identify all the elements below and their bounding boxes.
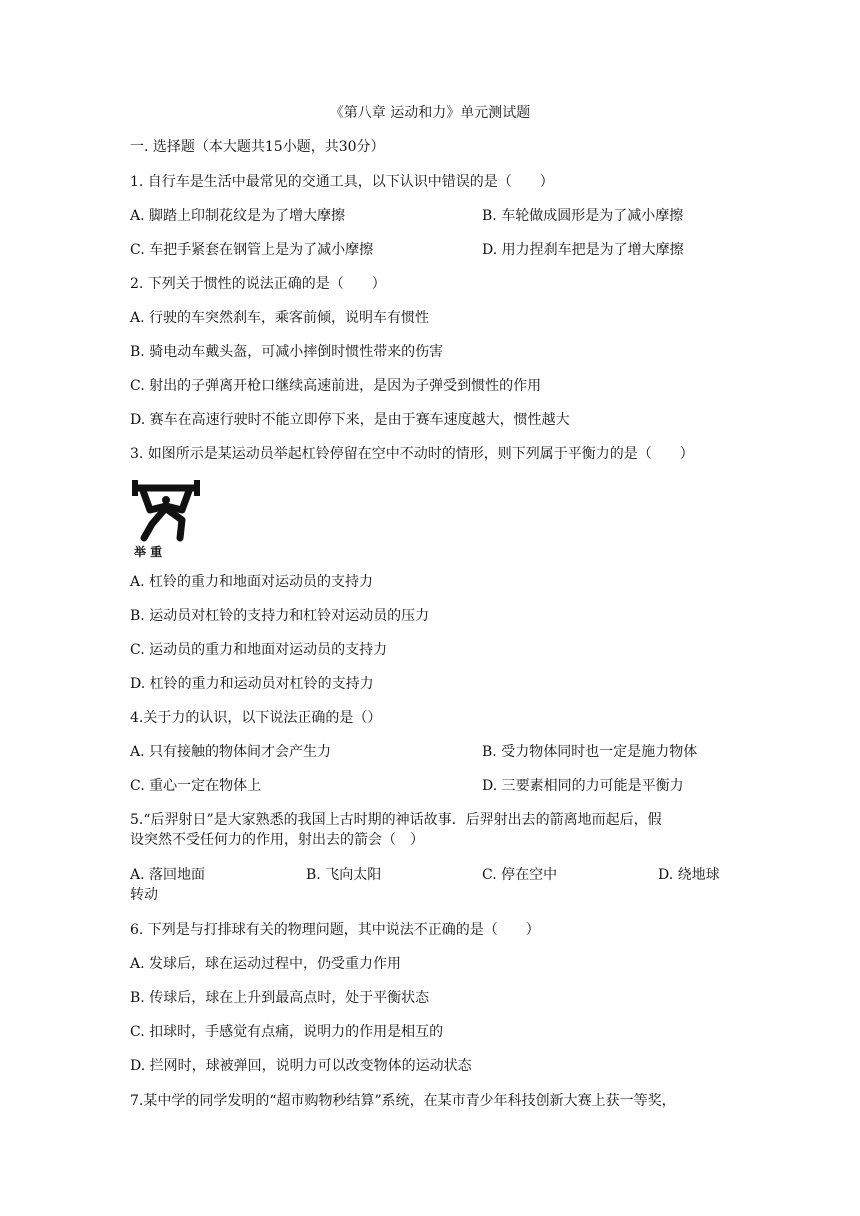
question-5-option-d-continued: 转动 xyxy=(130,887,158,903)
question-6-option-a: A. 发球后，球在运动过程中，仍受重力作用 xyxy=(130,956,402,972)
question-4-option-a: A. 只有接触的物体间才会产生力 xyxy=(130,744,332,760)
question-5-stem-line-2: 设突然不受任何力的作用，射出去的箭会（ ） xyxy=(130,832,424,848)
question-2-option-b: B. 骑电动车戴头盔，可减小摔倒时惯性带来的伤害 xyxy=(130,344,444,360)
figure-caption: 举 重 xyxy=(134,545,163,559)
question-3-stem: 3. 如图所示是某运动员举起杠铃停留在空中不动时的情形，则下列属于平衡力的是（ ） xyxy=(130,446,694,462)
question-6-option-c: C. 扣球时，手感觉有点痛，说明力的作用是相互的 xyxy=(130,1024,444,1040)
question-5-option-a: A. 落回地面 xyxy=(130,867,206,883)
question-3-option-b: B. 运动员对杠铃的支持力和杠铃对运动员的压力 xyxy=(130,608,430,624)
question-7-stem-line-1: 7.某中学的同学发明的“超市购物秒结算”系统，在某市青少年科技创新大赛上获一等奖， xyxy=(130,1093,676,1109)
question-4-option-b: B. 受力物体同时也一定是施力物体 xyxy=(482,744,698,760)
question-4-option-d: D. 三要素相同的力可能是平衡力 xyxy=(482,778,684,794)
question-6-option-b: B. 传球后，球在上升到最高点时，处于平衡状态 xyxy=(130,990,430,1006)
question-4-option-c: C. 重心一定在物体上 xyxy=(130,778,262,794)
question-3-option-a: A. 杠铃的重力和地面对运动员的支持力 xyxy=(130,574,374,590)
question-5-option-d: D. 绕地球 xyxy=(658,867,720,883)
page-title: 《第八章 运动和力》单元测试题 xyxy=(329,105,531,121)
question-1-option-b: B. 车轮做成圆形是为了减小摩擦 xyxy=(482,208,684,224)
question-1-option-d: D. 用力捏刹车把是为了增大摩擦 xyxy=(482,242,684,258)
question-1-option-a: A. 脚踏上印制花纹是为了增大摩擦 xyxy=(130,208,346,224)
question-6-stem: 6. 下列是与打排球有关的物理问题，其中说法不正确的是（ ） xyxy=(130,922,540,938)
question-5-option-b: B. 飞向太阳 xyxy=(306,867,382,883)
question-2-option-d: D. 赛车在高速行驶时不能立即停下来，是由于赛车速度越大，惯性越大 xyxy=(130,412,570,428)
question-4-stem: 4.关于力的认识，以下说法正确的是（） xyxy=(130,710,382,726)
question-2-option-c: C. 射出的子弹离开枪口继续高速前进，是因为子弹受到惯性的作用 xyxy=(130,378,542,394)
question-3-option-c: C. 运动员的重力和地面对运动员的支持力 xyxy=(130,642,388,658)
question-5-stem-line-1: 5.“后羿射日”是大家熟悉的我国上古时期的神话故事．后羿射出去的箭离地而起后，假 xyxy=(130,812,662,828)
question-3-option-d: D. 杠铃的重力和运动员对杠铃的支持力 xyxy=(130,676,374,692)
question-1-stem: 1. 自行车是生活中最常见的交通工具，以下认识中错误的是（ ） xyxy=(130,174,554,190)
question-6-option-d: D. 拦网时，球被弹回，说明力可以改变物体的运动状态 xyxy=(130,1058,472,1074)
question-1-option-c: C. 车把手紧套在钢管上是为了减小摩擦 xyxy=(130,242,374,258)
section-header: 一. 选择题（本大题共15小题，共30分） xyxy=(130,139,385,155)
question-5-option-c: C. 停在空中 xyxy=(482,867,558,883)
question-2-option-a: A. 行驶的车突然刹车，乘客前倾，说明车有惯性 xyxy=(130,310,430,326)
question-2-stem: 2. 下列关于惯性的说法正确的是（ ） xyxy=(130,276,386,292)
weightlifting-icon xyxy=(130,480,202,560)
